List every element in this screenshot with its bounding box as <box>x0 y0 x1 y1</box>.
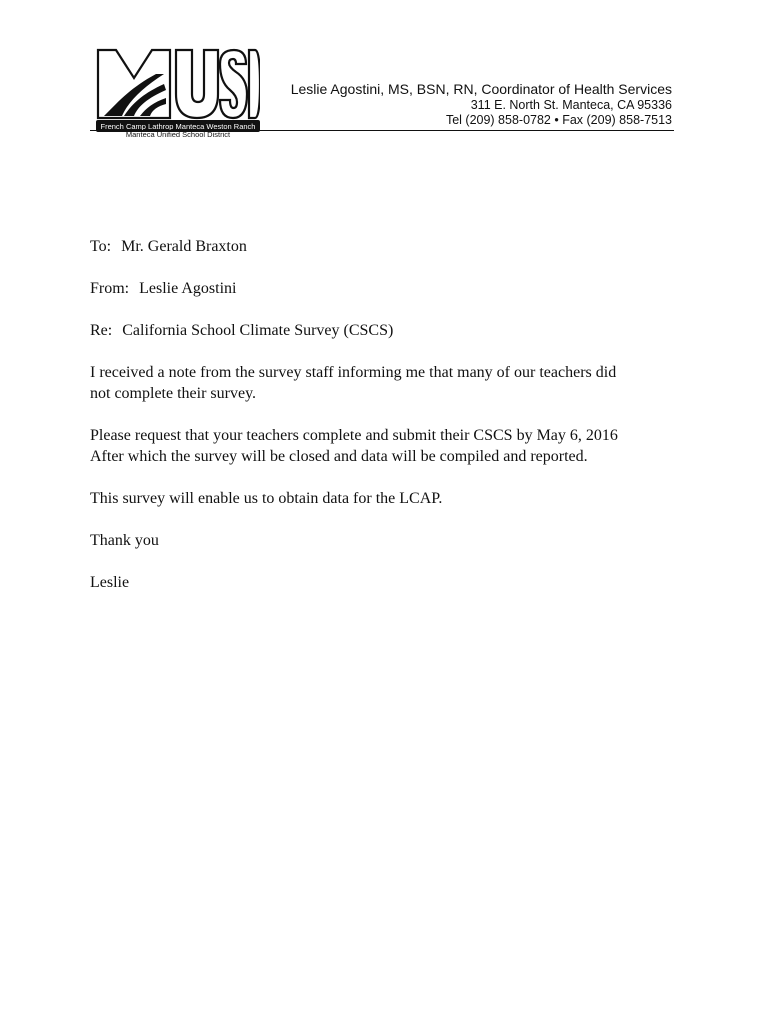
letterhead-contact-block <box>291 80 672 128</box>
memo-to-value: Mr. Gerald Braxton <box>121 238 247 255</box>
memo-paragraph-3: This survey will enable us to obtain data for the LCAP. <box>90 490 443 507</box>
memo-paragraph-1-line-1: I received a note from the survey staff informing me that many of our teachers did <box>90 364 617 381</box>
logo-d-letter <box>249 50 260 118</box>
memo-body <box>90 236 690 614</box>
logo-u-letter <box>176 50 218 118</box>
letterhead-address: 311 E. North St. Manteca, CA 95336 <box>470 98 672 112</box>
memo-paragraph-2 <box>90 425 690 467</box>
memo-paragraph-2-line-1: Please request that your teachers complete and submit their CSCS by May 6, 2016 <box>90 427 618 444</box>
logo-subtext: Manteca Unified School District <box>125 130 231 139</box>
letterhead-contact: Tel (209) 858-0782 • Fax (209) 858-7513 <box>445 113 672 127</box>
memo-paragraph-2-line-2: After which the survey will be closed and data will be compiled and reported. <box>90 448 588 465</box>
memo-re-label: Re: <box>90 322 113 339</box>
memo-from-value: Leslie Agostini <box>139 280 237 297</box>
letterhead-name: Leslie Agostini, MS, BSN, RN, Coordinator of Health Services <box>290 81 672 97</box>
memo-to-label: To: <box>90 238 112 255</box>
logo-s-letter <box>220 50 247 118</box>
memo-paragraph-1 <box>90 362 690 404</box>
memo-to-line <box>90 236 690 257</box>
logo-banner-text: French Camp Lathrop Manteca Weston Ranch <box>100 122 256 131</box>
memo-closing: Thank you <box>90 532 159 549</box>
memo-from-label: From: <box>90 280 130 297</box>
memo-re-line <box>90 320 690 341</box>
musd-logo <box>94 44 260 140</box>
memo-from-line <box>90 278 690 299</box>
memo-re-value: California School Climate Survey (CSCS) <box>122 322 394 339</box>
memo-paragraph-1-line-2: not complete their survey. <box>90 385 257 402</box>
memo-signature: Leslie <box>90 574 130 591</box>
